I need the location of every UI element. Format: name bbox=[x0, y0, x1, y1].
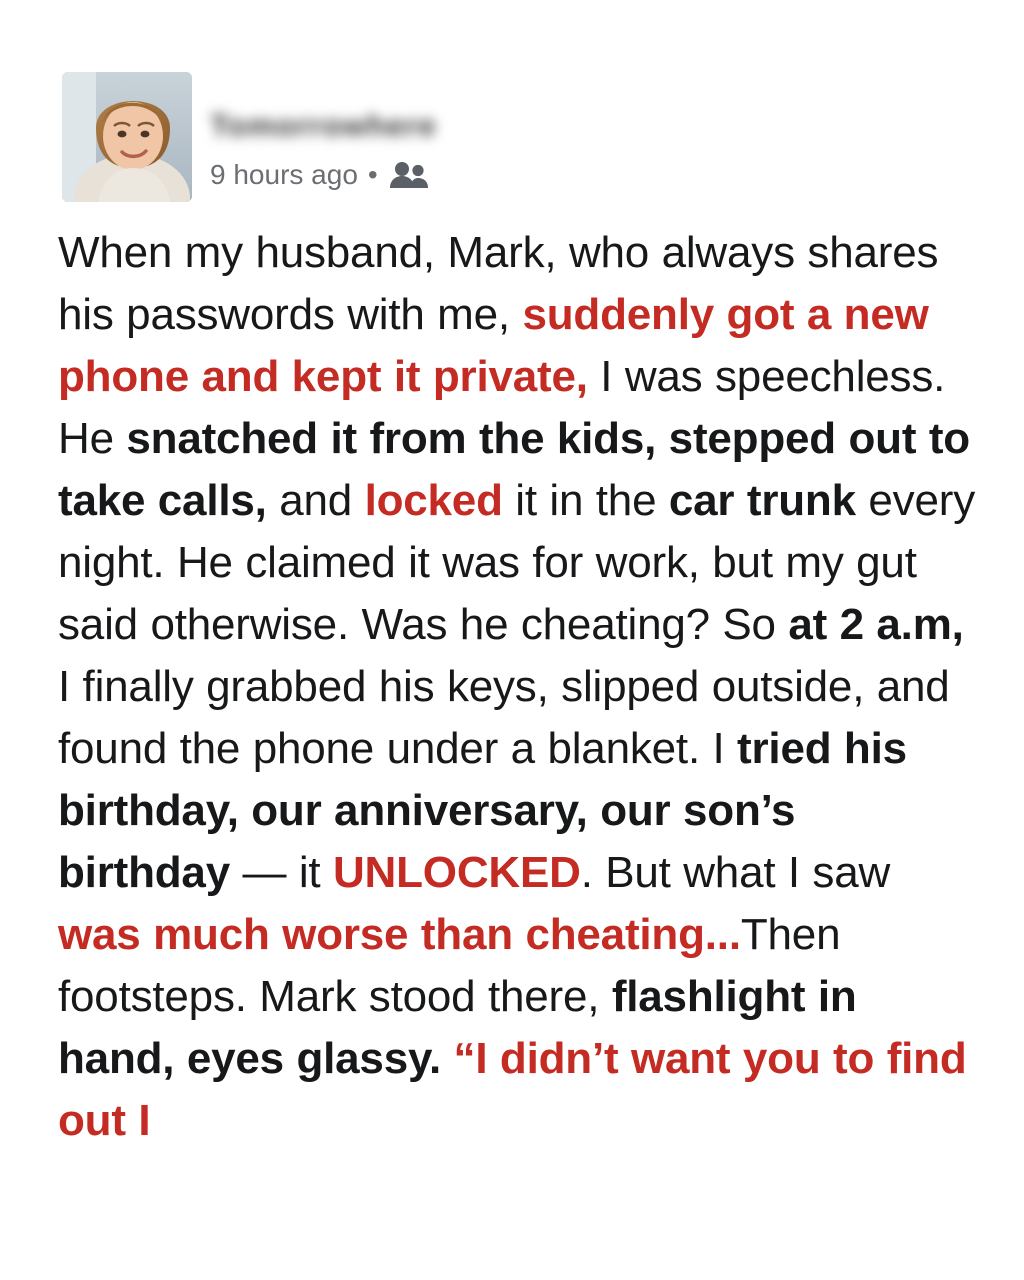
author-name[interactable]: Tomorrowhere bbox=[210, 108, 437, 143]
post-text-segment: flashlight in hand, eyes glassy. bbox=[58, 972, 857, 1083]
post-timestamp[interactable]: 9 hours ago bbox=[210, 159, 358, 190]
meta-separator: • bbox=[367, 159, 378, 190]
post-text-segment: suddenly got a new phone and kept it private, bbox=[58, 290, 929, 401]
avatar-photo bbox=[62, 72, 192, 202]
post-text-segment: it in the bbox=[502, 476, 669, 525]
post-body bbox=[58, 222, 978, 1152]
post-text-segment: — it bbox=[229, 848, 333, 897]
avatar[interactable] bbox=[62, 72, 192, 202]
post-text-segment: snatched it from the kids, stepped out to take calls, bbox=[58, 414, 970, 525]
post-text-segment: UNLOCKED bbox=[332, 848, 581, 897]
post-text-segment: was much worse than cheating... bbox=[58, 910, 741, 959]
post-text-segment: every night. He claimed it was for work, but my gut said otherwise. Was he cheating? So bbox=[58, 476, 976, 649]
post-text-segment: I finally grabbed his keys, slipped outside, and found the phone under a blanket. I bbox=[58, 662, 950, 773]
post-text-segment: Then footsteps. Mark stood there, bbox=[58, 910, 841, 1021]
post-text-segment: . But what I saw bbox=[580, 848, 891, 897]
post-text-segment: locked bbox=[364, 476, 503, 525]
post-text-segment: and bbox=[266, 476, 365, 525]
post-text-segment bbox=[441, 1034, 454, 1083]
post-text-segment: When my husband, Mark, who always shares his passwords with me, bbox=[58, 228, 939, 339]
friends-icon[interactable] bbox=[388, 160, 430, 190]
post-text-segment: car trunk bbox=[668, 476, 856, 525]
post-meta bbox=[210, 158, 810, 192]
post-text-segment: tried his birthday, our anniversary, our son’s birthday bbox=[58, 724, 907, 897]
post-header bbox=[58, 60, 984, 192]
author-block bbox=[210, 108, 810, 192]
post-text-segment: I was speechless. He bbox=[58, 352, 946, 463]
post-text-segment: “I didn’t want you to find out I bbox=[58, 1034, 967, 1145]
post-text-segment: at 2 a.m, bbox=[788, 600, 964, 649]
